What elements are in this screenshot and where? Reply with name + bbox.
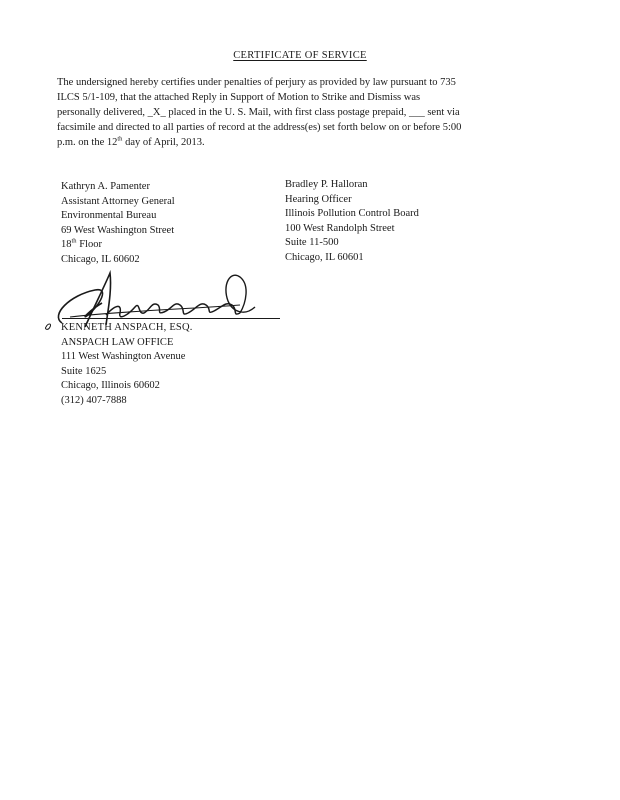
body-line-3: personally delivered, _X_ placed in the U. S. Mail, with first class postage prepaid, ___ sent via [57, 107, 460, 118]
recipient-left-address [61, 180, 175, 267]
body-line-2: ILCS 5/1-109, that the attached Reply in Support of Motion to Strike and Dismiss was [57, 92, 421, 103]
signature-line [62, 318, 280, 319]
body-line-5-suffix: day of April, 2013. [122, 137, 205, 148]
sender-name: KENNETH ANSPACH, ESQ. [61, 322, 193, 333]
body-line-5 [57, 135, 547, 150]
body-line-1: The undersigned hereby certifies under penalties of perjury as provided by law pursuant to 735 [57, 77, 456, 88]
recipient-left-floor-ordinal: th [71, 237, 77, 245]
certification-paragraph [57, 75, 547, 150]
sender-block [61, 321, 193, 408]
sender-city: Chicago, Illinois 60602 [61, 380, 160, 391]
sender-suite: Suite 1625 [61, 365, 107, 377]
recipient-right-suite: Suite 11-500 [285, 237, 339, 248]
recipient-left-name: Kathryn A. Pamenter [61, 181, 150, 192]
recipient-left-floor [61, 238, 175, 253]
recipient-right-city: Chicago, IL 60601 [285, 251, 364, 263]
recipient-right-name: Bradley P. Halloran [285, 179, 368, 190]
recipient-right-address [285, 178, 419, 265]
recipient-right-agency: Illinois Pollution Control Board [285, 208, 419, 219]
sender-firm: ANSPACH LAW OFFICE [61, 336, 174, 348]
document-title: CERTIFICATE OF SERVICE [233, 50, 367, 61]
body-line-4: facsimile and directed to all parties of record at the address(es) set forth below on or before 5:00 [57, 122, 462, 133]
recipient-left-floor-num: 18 [61, 239, 72, 250]
sender-phone: (312) 407-7888 [61, 394, 127, 406]
recipient-left-city: Chicago, IL 60602 [61, 253, 140, 265]
sender-street: 111 West Washington Avenue [61, 351, 186, 362]
recipient-right-street: 100 West Randolph Street [285, 222, 395, 234]
recipient-left-street: 69 West Washington Street [61, 224, 175, 236]
recipient-left-bureau: Environmental Bureau [61, 210, 157, 221]
body-line-5-prefix: p.m. on the 12 [57, 137, 118, 148]
recipient-left-title: Assistant Attorney General [61, 195, 175, 207]
recipient-right-title: Hearing Officer [285, 193, 352, 205]
body-line-5-ordinal: th [117, 135, 123, 143]
recipient-left-floor-suffix: Floor [76, 239, 102, 250]
